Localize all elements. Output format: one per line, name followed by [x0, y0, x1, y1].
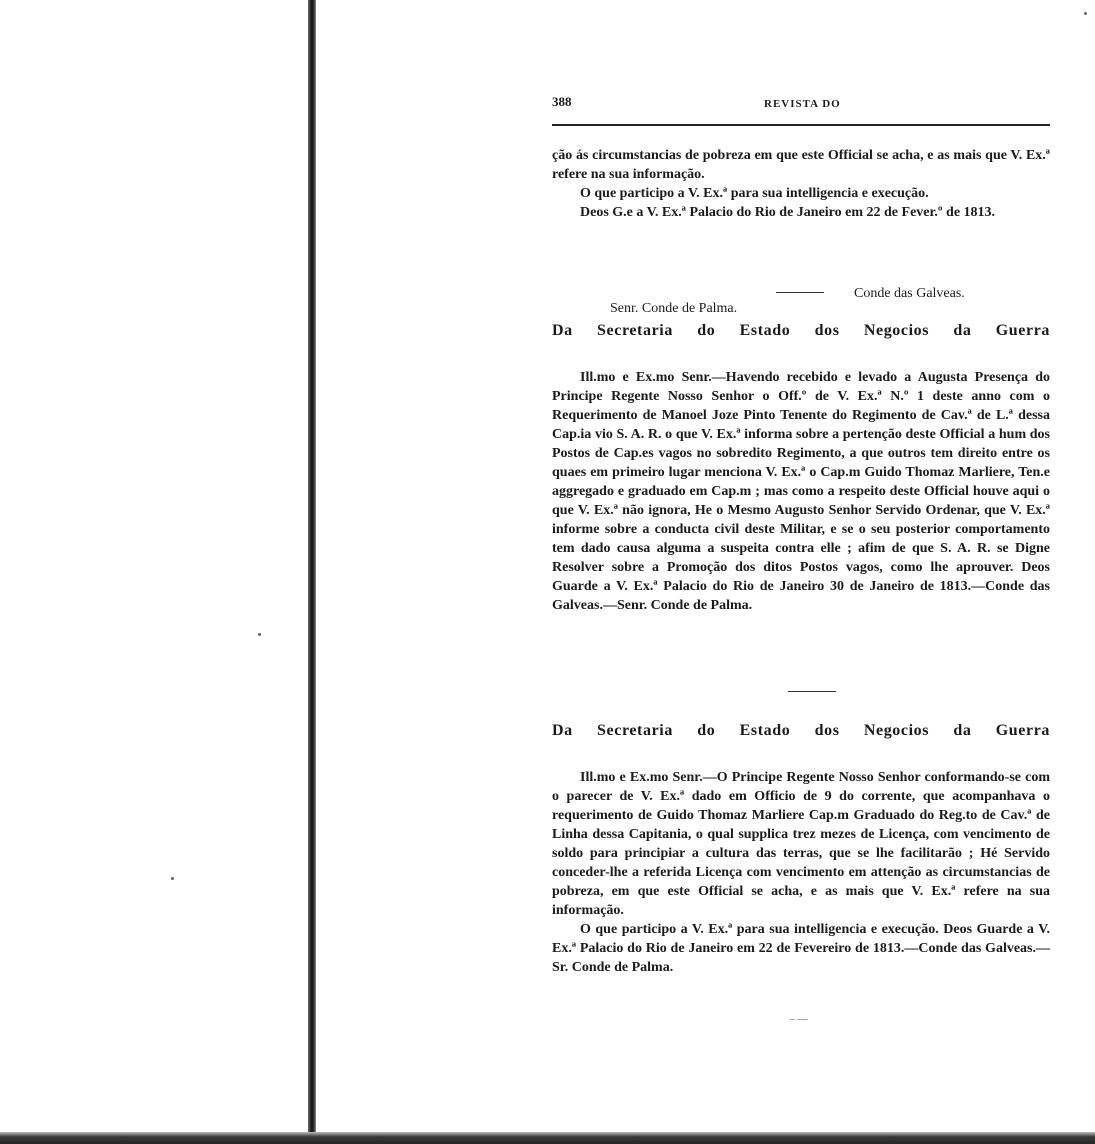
document-page	[552, 92, 1050, 1025]
page-header	[552, 92, 1050, 112]
section-body	[552, 768, 1050, 977]
scan-speck	[258, 633, 261, 636]
letter-continuation	[552, 146, 1050, 316]
paragraph: Ill.mo e Ex.mo Senr.—O Principe Regente Nosso Senhor conformando-se com o parecer de V. Ex.ª dado em Officio de 9 do corrente, que acompanhava o requerimento de Guido Thomaz Marliere Cap.m Graduado do Reg.to de Cav.ª de Linha dessa Capitania, o qual supplica trez mezes de Licença, com vencimento de soldo para principiar a cultura das terras, que se lhe facilitarão ; Hé Servido conceder-lhe a referida Licença com vencimento em attenção as circumstancias de pobreza, em que este Official se acha, e as mais que V. Ex.ª refere na sua informação.	[552, 770, 1050, 918]
addressee: Senr. Conde de Palma.	[610, 301, 738, 316]
footer-mark: – —	[790, 1014, 808, 1025]
section-title: Da Secretaria do Estado dos Negocios da Guerra	[552, 722, 1050, 739]
header-rule	[552, 124, 1050, 126]
page-bottom-edge	[0, 1132, 1095, 1144]
book-spine-shadow	[308, 0, 316, 1144]
paragraph: Deos G.e a V. Ex.ª Palacio do Rio de Janeiro em 22 de Fever.º de 1813.	[580, 205, 996, 220]
paragraph: ção ás circumstancias de pobreza em que este Official se acha, e as mais que V. Ex.ª refere na sua informação.	[552, 148, 1050, 182]
running-head: REVISTA DO	[764, 98, 841, 110]
paragraph: O que participo a V. Ex.ª para sua intelligencia e execução.	[580, 186, 929, 201]
section-divider	[776, 292, 824, 293]
scan-speck	[1084, 12, 1087, 15]
page-number: 388	[552, 94, 572, 109]
section-divider	[788, 691, 836, 692]
section-title: Da Secretaria do Estado dos Negocios da Guerra	[552, 322, 1050, 339]
scan-speck	[171, 877, 174, 880]
signature: Conde das Galveas.	[854, 286, 965, 301]
paragraph: O que participo a V. Ex.ª para sua intelligencia e execução. Deos Guarde a V. Ex.ª Palacio do Rio de Janeiro em 22 de Fevereiro de 1813.—Conde das Galveas.—Sr. Conde de Palma.	[552, 922, 1050, 975]
section-body: Ill.mo e Ex.mo Senr.—Havendo recebido e levado a Augusta Presença do Principe Regente Nosso Senhor o Off.º de V. Ex.ª N.º 1 deste anno com o Requerimento de Manoel Joze Pinto Tenente do Regimento de Cav.ª de L.ª dessa Cap.ia vio S. A. R. o que V. Ex.ª informa sobre a pertenção deste Official a hum dos Postos de Cap.es vagos no sobredito Regimento, a que outros tem direito entre os quaes em primeiro lugar menciona V. Ex.ª o Cap.m Guido Thomaz Marliere, Ten.e aggregado e graduado em Cap.m ; mas como a respeito deste Official houve aqui o que V. Ex.ª não ignora, He o Mesmo Augusto Senhor Servido Ordenar, que V. Ex.ª informe sobre a conducta civil deste Militar, e se o seu posterior comportamento tem dado causa alguma a suspeita contra elle ; afim de que S. A. R. se Digne Resolver sobre a Promoção dos ditos Postos vagos, como lhe aprouver. Deos Guarde a V. Ex.ª Palacio do Rio de Janeiro 30 de Janeiro de 1813.—Conde das Galveas.—Senr. Conde de Palma.	[552, 370, 1050, 613]
